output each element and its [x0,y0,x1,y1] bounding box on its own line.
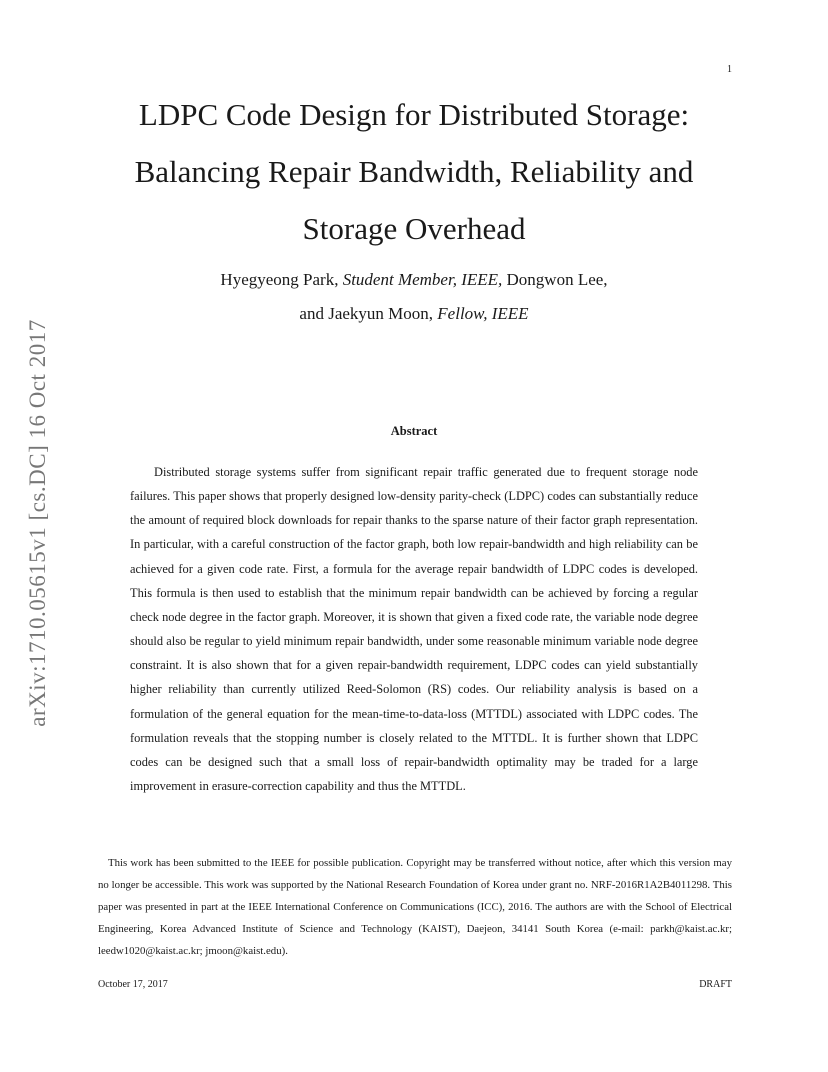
author-role-3: Fellow, IEEE [437,304,529,323]
title-line-1: LDPC Code Design for Distributed Storage: [138,97,690,132]
title-line-3: Storage Overhead [302,211,526,246]
author-name-2: Dongwon Lee, [506,270,608,289]
footer-draft-label: DRAFT [699,979,732,990]
abstract-heading: Abstract [390,424,438,438]
abstract-text: Distributed storage systems suffer from significant repair traffic generated due to frequent storage node failures. This paper shows that properly designed low-density parity-check (LDPC) codes can substantially reduce the amount of required block downloads for repair thanks to the sparse nature of their factor graph representation. In particular, with a careful construction of the factor graph, both low repair-bandwidth and high reliability can be achieved for a given code rate. First, a formula for the average repair bandwidth of LDPC codes is developed. This formula is then used to establish that the minimum repair bandwidth can be achieved by forcing a regular check node degree in the factor graph. Moreover, it is shown that given a fixed code rate, the variable node degree should also be regular to yield minimum repair bandwidth, under some reasonable minimum variable node degree constraint. It is also shown that for a given repair-bandwidth requirement, LDPC codes can yield substantially higher reliability than currently utilized Reed-Solomon (RS) codes. Our reliability analysis is based on a formulation of the general equation for the mean-time-to-data-loss (MTTDL) associated with LDPC codes. The formulation reveals that the stopping number is closely related to the MTTDL. It is further shown that LDPC codes can be designed such that a small loss of repair-bandwidth optimality may be traded for a large improvement in erasure-correction capability and thus the MTTDL. [130,465,698,794]
paper-title [100,86,728,257]
footnote: This work has been submitted to the IEEE for possible publication. Copyright may be transferred without notice, after which this version may no longer be accessible. This work was supported by the National Research Foundation of Korea under grant no. NRF-2016R1A2B4011298. This paper was presented in part at the IEEE International Conference on Communications (ICC), 2016. The authors are with the School of Electrical Engineering, Korea Advanced Institute of Science and Technology (KAIST), Daejeon, 34141 South Korea (e-mail: parkh@kaist.ac.kr; leedw1020@kaist.ac.kr; jmoon@kaist.edu). [98,857,732,957]
author-line-1 [120,263,708,297]
author-name-1: Hyegyeong Park, [220,270,339,289]
title-line-2: Balancing Repair Bandwidth, Reliability and [134,154,694,189]
page-number: 1 [727,64,732,75]
arxiv-identifier-stamp: arXiv:1710.05615v1 [cs.DC] 16 Oct 2017 [25,319,50,727]
footer-date: October 17, 2017 [98,979,168,990]
author-block [120,263,708,331]
author-name-3: and Jaekyun Moon, [299,304,434,323]
author-line-2 [120,297,708,331]
author-role-1: Student Member, IEEE, [342,270,503,289]
